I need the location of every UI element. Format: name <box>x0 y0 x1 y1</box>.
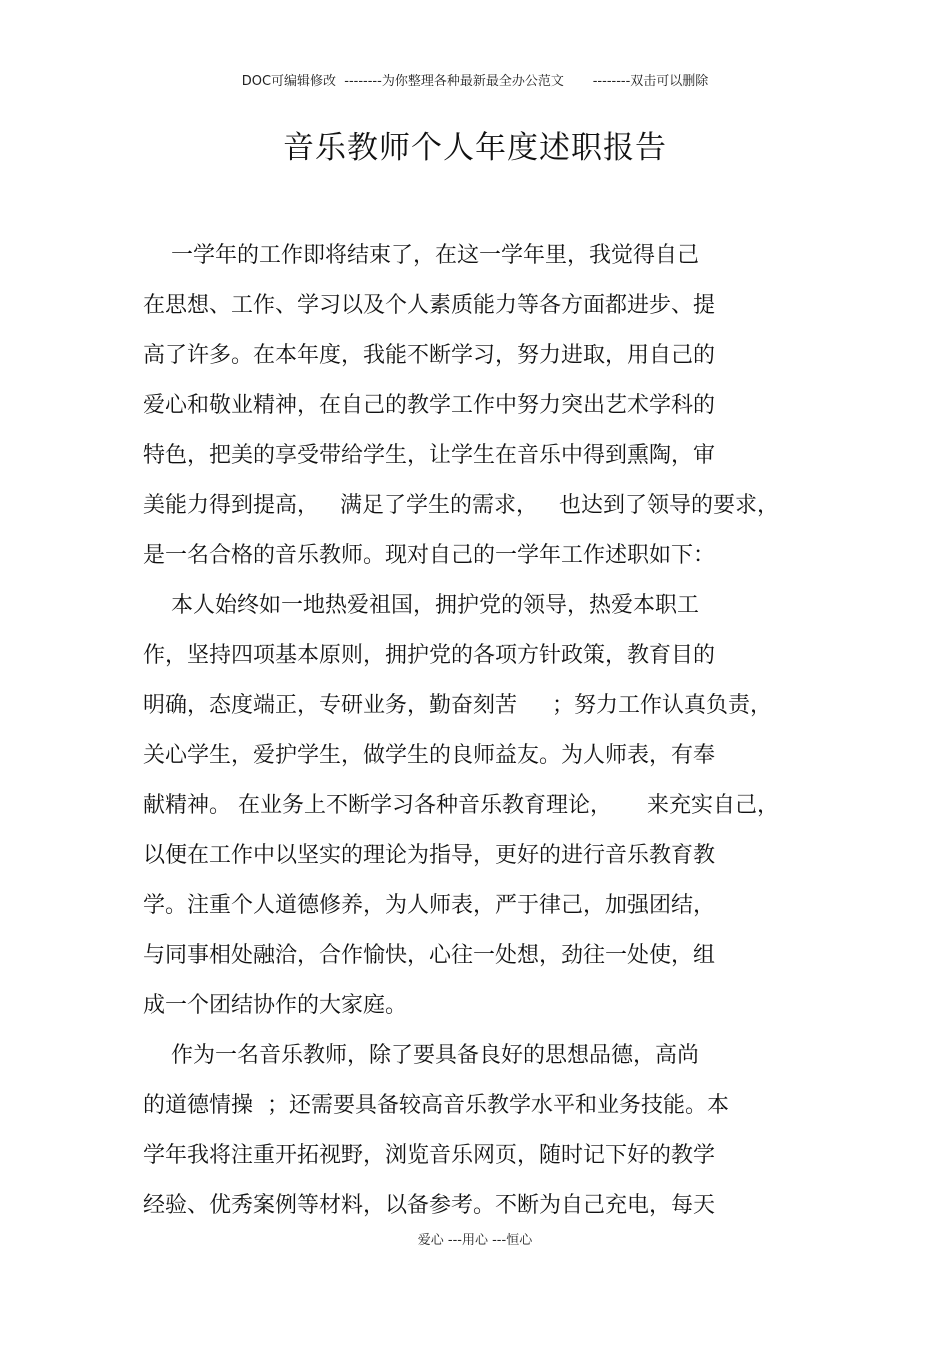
body-line: 爱心和敬业精神，在自己的教学工作中努力突出艺术学科的 <box>143 393 716 418</box>
body-line: 在思想、工作、学习以及个人素质能力等各方面都进步、提 <box>143 293 716 318</box>
body-line: 经验、优秀案例等材料，以备参考。不断为自己充电，每天 <box>143 1193 716 1218</box>
document-title: 音乐教师个人年度述职报告 <box>283 130 667 166</box>
page-footer: 爱心 ---用心 ---恒心 <box>417 1233 533 1248</box>
body-line: 作为一名音乐教师，除了要具备良好的思想品德，高尚 <box>143 1043 699 1068</box>
body-line: 以便在工作中以坚实的理论为指导，更好的进行音乐教育教 <box>143 843 716 868</box>
body-line: 特色，把美的享受带给学生，让学生在音乐中得到熏陶，审 <box>143 443 716 468</box>
body-line: 学年我将注重开拓视野，浏览音乐网页，随时记下好的教学 <box>143 1143 716 1168</box>
body-line: 是一名合格的音乐教师。现对自己的一学年工作述职如下： <box>143 543 716 568</box>
body-line: 高了许多。在本年度，我能不断学习，努力进取，用自己的 <box>143 343 716 368</box>
body-line: 成一个团结协作的大家庭。 <box>143 993 408 1018</box>
body-line: 作，坚持四项基本原则，拥护党的各项方针政策，教育目的 <box>143 643 716 668</box>
body-line: 的道德情操 ；还需要具备较高音乐教学水平和业务技能。本 <box>143 1093 729 1118</box>
page-header: DOC可编辑修改 --------为你整理各种最新最全办公范文 --------双击可以删除 <box>241 74 709 89</box>
body-line: 本人始终如一地热爱祖国，拥护党的领导，热爱本职工 <box>143 593 699 618</box>
document-body <box>143 236 803 1236</box>
body-line: 与同事相处融洽，合作愉快，心往一处想，劲往一处使，组 <box>143 943 716 968</box>
body-line: 献精神。 在业务上不断学习各种音乐教育理论， 来充实自己， <box>143 793 779 818</box>
body-line: 美能力得到提高， 满足了学生的需求， 也达到了领导的要求， <box>143 493 779 518</box>
body-line: 一学年的工作即将结束了，在这一学年里，我觉得自己 <box>143 243 699 268</box>
body-line: 关心学生，爱护学生，做学生的良师益友。为人师表，有奉 <box>143 743 716 768</box>
body-line: 学。注重个人道德修养，为人师表，严于律己，加强团结， <box>143 893 716 918</box>
body-line: 明确，态度端正，专研业务，勤奋刻苦 ；努力工作认真负责， <box>143 693 772 718</box>
